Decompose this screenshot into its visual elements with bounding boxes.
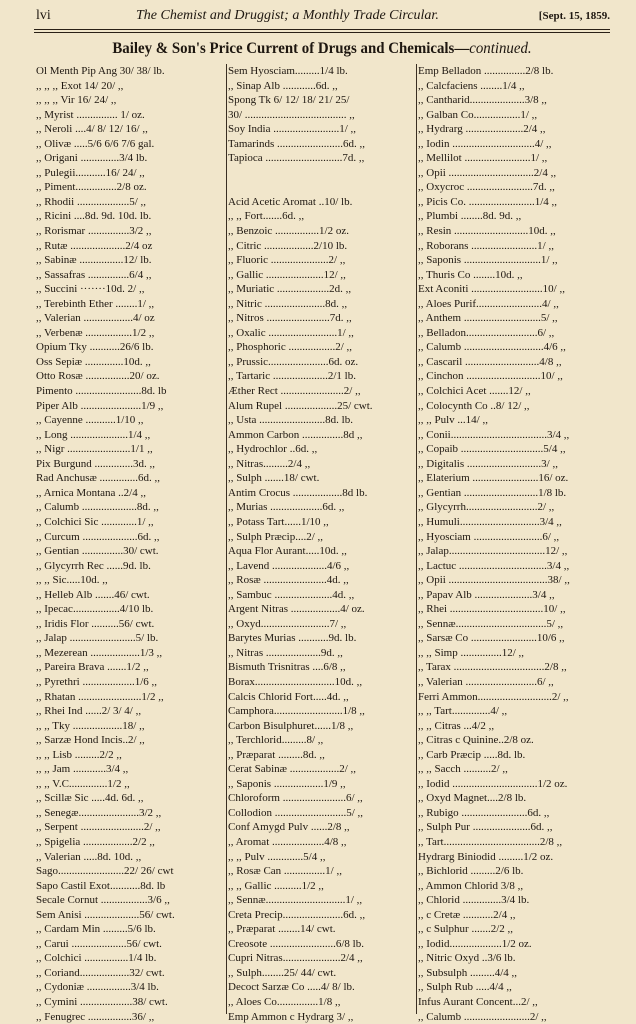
page-header — [36, 6, 610, 28]
price-entry: ,, Carb Præcip .....8d. lb. — [418, 748, 526, 761]
price-entry: ,, ,, Tky ..................18/ ,, — [36, 719, 145, 732]
price-entry: ,, Galban Co.................1/ ,, — [418, 108, 538, 121]
price-entry: ,, Præparat .........8d. ,, — [228, 748, 325, 761]
price-entry: ,, Benzoic ................1/2 oz. — [228, 225, 349, 238]
price-entry: ,, Scillæ Sic .....4d. 6d. ,, — [36, 792, 144, 805]
price-entry: ,, Lavend ....................4/6 ,, — [228, 559, 350, 572]
price-entry: ,, Nitric ......................8d. ,, — [228, 297, 348, 310]
price-entry: ,, Gentian ...............30/ cwt. — [36, 545, 159, 558]
price-entry: Borax.............................10d. ,, — [228, 675, 363, 688]
price-entry: Sem Hyosciam.........1/4 lb. — [228, 65, 348, 77]
price-entry: ,, Mezerean ..................1/3 ,, — [36, 646, 163, 659]
price-entry: ,, Gallic .....................12/ ,, — [228, 268, 346, 281]
price-entry: ,, Pareira Brava .......1/2 ,, — [36, 661, 149, 674]
price-entry: ,, Prussic......................6d. oz. — [228, 355, 359, 368]
price-entry: ,, Usta ........................8d. lb. — [228, 414, 353, 427]
price-entry: ,, Bichlorid .........2/6 lb. — [418, 865, 524, 878]
price-entry: ,, Tarax .................................2/8 ,, — [418, 661, 567, 674]
price-entry: ,, Roborans ........................1/ ,, — [418, 239, 554, 252]
price-entry: Alum Rupel ...................25/ cwt. — [228, 399, 373, 412]
price-entry: ,, Sennæ.................................5/ ,, — [418, 617, 564, 630]
price-entry: Ammon Carbon ...............8d ,, — [228, 428, 363, 441]
price-entry: ,, Thuris Co ........10d. ,, — [418, 268, 523, 281]
price-entry: Hydrarg Biniodid .........1/2 oz. — [418, 850, 554, 863]
price-entry: ,, Nitras ....................9d. ,, — [228, 646, 343, 659]
price-entry: ,, Senegæ......................3/2 ,, — [36, 806, 162, 819]
price-entry: ,, ,, Tart..............4/ ,, — [418, 705, 508, 718]
price-list-title — [54, 40, 590, 58]
price-entry: ,, Cymini ...................38/ cwt. — [36, 996, 168, 1008]
price-entry: ,, Sambuc .....................4d. ,, — [228, 588, 355, 601]
price-entry: ,, Sulph .......18/ cwt. — [228, 472, 320, 485]
price-entry: ,, Saponis ............................1/ ,, — [418, 254, 558, 267]
price-entry: ,, Conii...................................3/4 ,, — [418, 428, 570, 441]
price-entry: ,, Resin ...........................10d. ,, — [418, 225, 556, 238]
price-entry: ,, Mellilot ........................1/ ,, — [418, 152, 548, 165]
price-entry: ,, Sassafras ...............6/4 ,, — [36, 268, 152, 281]
price-entry: ,, Aromat ...................4/8 ,, — [228, 835, 347, 848]
price-entry: ,, Jalap...................................12/ ,, — [418, 545, 568, 558]
price-entry: Pix Burgund ..............3d. ,, — [36, 457, 155, 470]
issue-date: [Sept. 15, 1859. — [538, 10, 610, 22]
price-entry: Argent Nitras ..................4/ oz. — [228, 603, 365, 616]
price-entry: ,, Long .....................1/4 ,, — [36, 428, 151, 441]
price-entry: ,, Sinap Alb ............6d. ,, — [228, 79, 338, 92]
price-entry: Ext Aconiti ..........................10/ ,, — [418, 283, 565, 296]
price-entry: ,, Nitric Oxyd ..3/6 lb. — [418, 952, 516, 965]
price-entry: ,, Rosæ Can ...............1/ ,, — [228, 865, 342, 878]
price-entry: Cerat Sabinæ ..................2/ ,, — [228, 763, 357, 776]
price-entry: ,, Calumb ....................8d. ,, — [36, 501, 159, 514]
price-entry: Tapioca ............................7d. ,, — [228, 152, 365, 165]
price-entry: Opium Tky ...........26/6 lb. — [36, 341, 154, 354]
price-entry: ,, Aloes Co...............1/8 ,, — [228, 996, 341, 1008]
price-entry: ,, Terebinth Ether ........1/ ,, — [36, 297, 155, 310]
price-entry: Bismuth Trisnitras ....6/8 ,, — [228, 661, 346, 674]
price-entry: Antim Crocus ..................8d lb. — [228, 486, 368, 499]
price-entry: ,, Oxalic .........................1/ ,, — [228, 326, 354, 339]
price-entry: ,, Colchici Acet .......12/ ,, — [418, 385, 531, 398]
price-entry: ,, Humuli.............................3/4 ,, — [418, 515, 562, 528]
price-entry: ,, Curcum ....................6d. ,, — [36, 530, 160, 543]
price-entry: Decoct Sarzæ Co .....4/ 8/ lb. — [228, 981, 355, 994]
price-entry: ,, Copaib ..............................5/4 ,, — [418, 443, 566, 456]
price-entry: ,, Fenugrec ................36/ ,, — [36, 1010, 155, 1023]
price-entry: Emp Ammon c Hydrarg 3/ ,, — [228, 1010, 354, 1023]
price-entry: ,, ,, V.C..............1/2 ,, — [36, 777, 130, 790]
price-entry: ,, Sulph........25/ 44/ cwt. — [228, 966, 337, 979]
price-entry: Emp Belladon ...............2/8 lb. — [418, 65, 554, 77]
price-entry: Barytes Murias ...........9d. lb. — [228, 632, 357, 645]
price-entry: ,, ,, Sacch ..........2/ ,, — [418, 763, 508, 776]
price-entry: ,, Calumb .............................4/6 ,, — [418, 341, 566, 354]
price-entry: ,, Cinchon ...........................10/ ,, — [418, 370, 563, 383]
price-entry: ,, Sabinæ ................12/ lb. — [36, 254, 152, 267]
price-entry: ,, Cydoniæ ................3/4 lb. — [36, 981, 159, 994]
price-entry: ,, Coriand..................32/ cwt. — [36, 966, 165, 979]
price-column-1 — [36, 64, 224, 1023]
price-entry: ,, c Cretæ ...........2/4 ,, — [418, 908, 516, 921]
header-rule-double — [34, 32, 610, 33]
price-entry: ,, Colocynth Co ..8/ 12/ ,, — [418, 399, 530, 412]
price-entry: Collodion ..........................5/ ,, — [228, 806, 364, 819]
header-rule — [34, 29, 610, 30]
price-entry: ,, ,, Fort.......6d. ,, — [228, 210, 305, 223]
price-entry: ,, Opii ....................................38/ ,, — [418, 574, 570, 587]
price-entry: ,, ,, Pulv .............5/4 ,, — [228, 850, 326, 863]
price-entry: ,, Rutæ ....................2/4 oz — [36, 239, 153, 252]
spacer — [228, 180, 414, 195]
price-entry: ,, Subsulph .........4/4 ,, — [418, 966, 518, 979]
price-entry: ,, Serpent .......................2/ ,, — [36, 821, 161, 834]
price-entry: Chloroform .......................6/ ,, — [228, 792, 363, 805]
price-entry: Carbon Bisulphuret......1/8 ,, — [228, 719, 354, 732]
price-entry: ,, ,, ,, Exot 14/ 20/ ,, — [36, 79, 124, 92]
price-entry: ,, Tart...................................2/8 ,, — [418, 835, 563, 848]
journal-title: The Chemist and Druggist; a Monthly Trade Circular. — [136, 8, 439, 23]
price-entry: Soy India ........................1/ ,, — [228, 123, 357, 136]
price-entry: ,, Valerian ..........................6/ ,, — [418, 675, 554, 688]
price-entry: ,, Valerian ..................4/ oz — [36, 312, 155, 325]
price-entry: ,, Verbenæ .................1/2 ,, — [36, 326, 155, 339]
price-entry: ,, Plumbi ........8d. 9d. ,, — [418, 210, 522, 223]
price-entry: Tamarinds ........................6d. ,, — [228, 137, 366, 150]
price-entry: ,, Oxyd.........................7/ ,, — [228, 617, 347, 630]
price-entry: Ol Menth Pip Ang 30/ 38/ lb. — [36, 65, 165, 77]
price-entry: Rad Anchusæ ..............6d. ,, — [36, 472, 161, 485]
price-entry: ,, Calcfaciens ........1/4 ,, — [418, 79, 525, 92]
price-entry: Æther Rect .......................2/ ,, — [228, 385, 361, 398]
price-entry: ,, Belladon..........................6/ ,, — [418, 326, 555, 339]
price-entry: ,, Potass Tart......1/10 ,, — [228, 515, 329, 528]
price-entry: Acid Acetic Aromat ..10/ lb. — [228, 195, 353, 208]
price-entry: ,, Digitalis ...........................3/ ,, — [418, 457, 558, 470]
price-entry: Sago........................22/ 26/ cwt — [36, 865, 174, 878]
price-entry: ,, Ipecac.................4/10 lb. — [36, 603, 154, 616]
price-entry: ,, Glycyrrh Rec ......9d. lb. — [36, 559, 151, 572]
price-entry: ,, c Sulphur .......2/2 ,, — [418, 923, 514, 936]
page-number: lvi — [36, 8, 51, 23]
price-entry: Cupri Nitras.....................2/4 ,, — [228, 952, 363, 965]
column-divider — [226, 64, 227, 1014]
price-entry: ,, ,, Lisb .........2/2 ,, — [36, 748, 122, 761]
price-entry: ,, Lactuc ................................3/4 ,, — [418, 559, 570, 572]
spacer — [228, 166, 414, 181]
price-entry: ,, Terchlorid.........8/ ,, — [228, 734, 324, 747]
price-entry: ,, Colchici ................1/4 lb. — [36, 952, 157, 965]
price-entry: ,, ,, Simp ...............12/ ,, — [418, 646, 525, 659]
price-entry: ,, Rorismar ...............3/2 ,, — [36, 225, 152, 238]
price-entry: ,, Anthem ............................5/ ,, — [418, 312, 558, 325]
price-entry: Creosote ........................6/8 lb. — [228, 937, 364, 950]
price-entry: ,, Ricini ....8d. 9d. 10d. lb. — [36, 210, 152, 223]
price-entry: ,, Rosæ .......................4d. ,, — [228, 574, 349, 587]
price-entry: ,, Cascaril ...........................4/8 ,, — [418, 355, 562, 368]
price-entry: ,, Succini ·······10d. 2/ ,, — [36, 283, 145, 296]
title-main: Bailey & Son's Price Current of Drugs and Chemicals— — [112, 40, 470, 57]
price-entry: ,, Myrist ............... 1/ oz. — [36, 108, 145, 121]
price-entry: ,, Helleb Alb .......46/ cwt. — [36, 588, 150, 601]
price-entry: ,, Cardam Min .........5/6 lb. — [36, 923, 156, 936]
price-column-2 — [228, 64, 414, 1023]
price-entry: ,, Sulph Rub .....4/4 ,, — [418, 981, 512, 994]
price-entry: ,, Jalap ........................5/ lb. — [36, 632, 159, 645]
price-entry: ,, Fluoric .....................2/ ,, — [228, 254, 346, 267]
price-entry: ,, Pyrethri ...................1/6 ,, — [36, 675, 157, 688]
price-entry: ,, Chlorid ..............3/4 lb. — [418, 894, 530, 907]
price-entry: ,, ,, Pulv ...14/ ,, — [418, 414, 488, 427]
price-entry: Calcis Chlorid Fort.....4d. ,, — [228, 690, 349, 703]
price-entry: ,, Piment...............2/8 oz. — [36, 181, 147, 194]
price-entry: ,, Sulph Præcip....2/ ,, — [228, 530, 324, 543]
price-entry: ,, ,, ,, Vir 16/ 24/ ,, — [36, 94, 117, 107]
column-divider — [416, 64, 417, 1014]
price-entry: ,, Oxycroc ........................7d. ,, — [418, 181, 555, 194]
price-entry: ,, Neroli ....4/ 8/ 12/ 16/ ,, — [36, 123, 148, 136]
price-entry: ,, Picis Co. ........................1/4 ,, — [418, 195, 558, 208]
price-entry: ,, Citras c Quininе..2/8 oz. — [418, 734, 534, 747]
price-entry: 30/ ..................................... ,, — [228, 108, 355, 121]
price-entry: ,, ,, Jam ............3/4 ,, — [36, 763, 129, 776]
price-entry: Ferri Ammon...........................2/ ,, — [418, 690, 569, 703]
price-entry: ,, Iodid...................1/2 oz. — [418, 937, 532, 950]
price-entry: ,, Citric ..................2/10 lb. — [228, 239, 348, 252]
price-entry: ,, Tartaric ....................2/1 lb. — [228, 370, 356, 383]
price-entry: ,, Cantharid....................3/8 ,, — [418, 94, 547, 107]
price-entry: ,, Opii ...............................2/4 ,, — [418, 166, 557, 179]
price-entry: ,, Sarzæ Hond Incis..2/ ,, — [36, 734, 145, 747]
price-entry: Infus Aurant Concent...2/ ,, — [418, 996, 538, 1008]
price-entry: ,, Calumb ........................2/ ,, — [418, 1010, 547, 1023]
price-entry: ,, Carui ....................56/ cwt. — [36, 937, 162, 950]
price-entry: Aqua Flor Aurant.....10d. ,, — [228, 545, 347, 558]
price-entry: Secale Cornut .................3/6 ,, — [36, 894, 170, 907]
price-entry: ,, Colchici Sic .............1/ ,, — [36, 515, 154, 528]
price-entry: ,, Hydrarg .....................2/4 ,, — [418, 123, 546, 136]
price-entry: ,, Sennæ.............................1/ ,, — [228, 894, 363, 907]
price-entry: ,, ,, Sic.....10d. ,, — [36, 574, 108, 587]
price-entry: ,, Cayenne ...........1/10 ,, — [36, 414, 144, 427]
price-entry: ,, Sulph Pur .....................6d. ,, — [418, 821, 553, 834]
price-entry: ,, Rhei Ind ......2/ 3/ 4/ ,, — [36, 705, 142, 718]
price-entry: ,, Papav Alb .....................3/4 ,, — [418, 588, 555, 601]
price-entry: ,, Hydrochlor ..6d. ,, — [228, 443, 318, 456]
price-entry: ,, Olivæ .....5/6 6/6 7/6 gal. — [36, 137, 155, 150]
price-entry: Otto Rosæ ................20/ oz. — [36, 370, 160, 383]
price-entry: Sem Anisi ....................56/ cwt. — [36, 908, 175, 921]
price-entry: Sapo Castil Exot...........8d. lb — [36, 879, 166, 892]
price-entry: Conf Amygd Pulv ......2/8 ,, — [228, 821, 350, 834]
price-entry: ,, Gentian ...........................1/8 lb. — [418, 486, 567, 499]
price-entry: ,, Saponis ..................1/9 ,, — [228, 777, 346, 790]
price-column-3 — [418, 64, 608, 1023]
price-entry: ,, Pulegii...........16/ 24/ ,, — [36, 166, 145, 179]
price-entry: ,, Hyosciam .........................6/ ,, — [418, 530, 560, 543]
price-entry: ,, ,, Gallic ..........1/2 ,, — [228, 879, 324, 892]
price-entry: Camphora.........................1/8 ,, — [228, 705, 365, 718]
price-entry: ,, Nitros .......................7d. ,, — [228, 312, 352, 325]
price-entry: ,, Valerian .....8d. 10d. ,, — [36, 850, 142, 863]
price-entry: ,, Rhodii ...................5/ ,, — [36, 195, 147, 208]
title-suffix: continued. — [469, 40, 532, 57]
price-entry: ,, Spigelia ..................2/2 ,, — [36, 835, 155, 848]
price-entry: ,, Arnica Montana ..2/4 ,, — [36, 486, 146, 499]
price-entry: ,, Murias ...................6d. ,, — [228, 501, 345, 514]
price-entry: ,, Phosphoric .................2/ ,, — [228, 341, 353, 354]
price-entry: ,, Nigr .......................1/1 ,, — [36, 443, 153, 456]
price-entry: ,, Ammon Chlorid 3/8 ,, — [418, 879, 524, 892]
price-entry: ,, Oxyd Magnet....2/8 lb. — [418, 792, 527, 805]
price-entry: ,, Muriatic ...................2d. ,, — [228, 283, 352, 296]
price-entry: Piper Alb ......................1/9 ,, — [36, 399, 164, 412]
price-entry: ,, ,, Citras ...4/2 ,, — [418, 719, 495, 732]
price-entry: ,, Glycyrrh..........................2/ ,, — [418, 501, 555, 514]
price-entry: Spong Tk 6/ 12/ 18/ 21/ 25/ — [228, 94, 350, 107]
price-entry: ,, Nitras.........2/4 ,, — [228, 457, 311, 470]
price-entry: ,, Aloes Purif........................4/ ,, — [418, 297, 559, 310]
price-entry: Creta Precip......................6d. ,, — [228, 908, 366, 921]
price-entry: ,, Rhatan .......................1/2 ,, — [36, 690, 164, 703]
price-entry: ,, Rhei ..................................10/ ,, — [418, 603, 566, 616]
price-entry: ,, Iridis Flor ..........56/ cwt. — [36, 617, 155, 630]
price-entry: ,, Sarsæ Co ........................10/6 ,, — [418, 632, 565, 645]
price-entry: ,, Rubigo ........................6d. ,, — [418, 806, 550, 819]
price-entry: ,, Præparat ........14/ cwt. — [228, 923, 336, 936]
price-entry: ,, Origani ..............3/4 lb. — [36, 152, 148, 165]
price-entry: Oss Sepiæ ..............10d. ,, — [36, 355, 151, 368]
price-entry: ,, Iodid ...............................1/2 oz. — [418, 777, 568, 790]
price-entry: ,, Elaterium ........................16/ oz. — [418, 472, 569, 485]
price-entry: Pimento ........................8d. lb — [36, 385, 167, 398]
price-entry: ,, Iodin ..............................4/ ,, — [418, 137, 552, 150]
